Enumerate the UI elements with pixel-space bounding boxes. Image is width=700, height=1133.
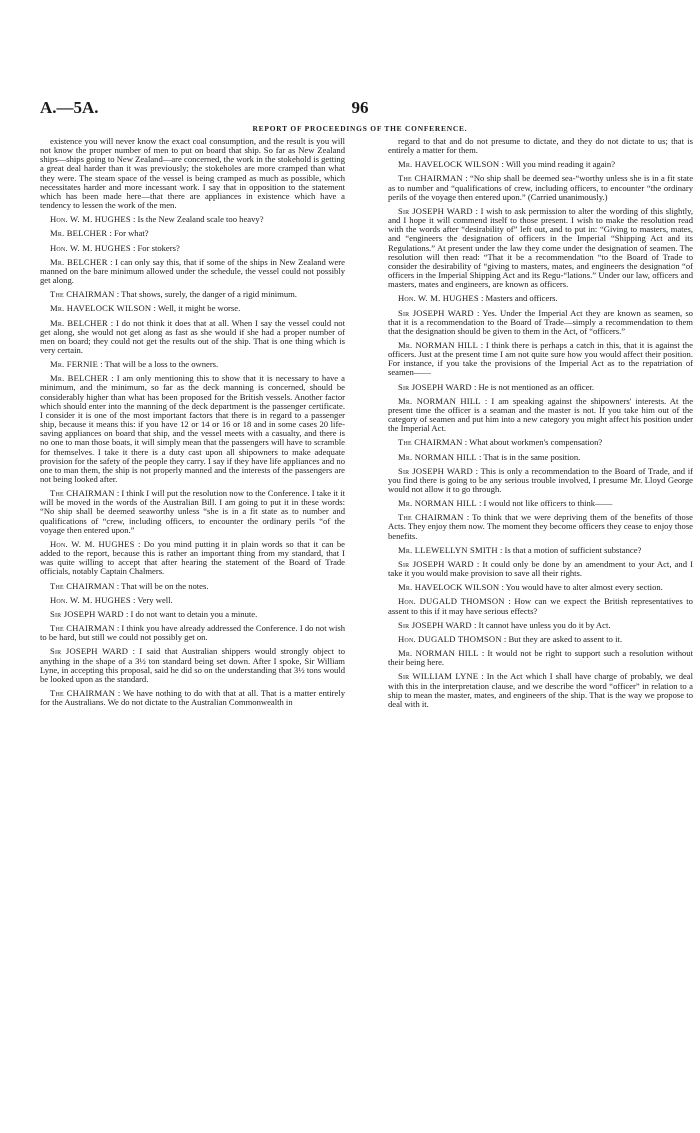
paragraph <box>388 560 693 578</box>
speaker-name: Mr. HAVELOCK WILSON <box>398 582 500 593</box>
paragraph <box>40 244 345 253</box>
paragraph-text: : For stokers? <box>132 242 180 253</box>
paragraph <box>40 290 345 299</box>
speaker-name: Mr. LLEWELLYN SMITH <box>398 544 498 555</box>
paragraph-text: : Is that a motion of sufficient substance? <box>499 544 642 555</box>
left-column <box>40 137 345 712</box>
paragraph <box>388 546 693 555</box>
speaker-name: Sir JOSEPH WARD <box>398 205 473 216</box>
speaker-name: Mr. FERNIE <box>50 359 99 370</box>
paragraph <box>388 438 693 447</box>
speaker-name: Sir JOSEPH WARD <box>398 558 474 569</box>
paragraph-text: : Will you mind reading it again? <box>501 159 616 170</box>
paragraph <box>40 304 345 313</box>
paragraph-text: : I would not like officers to think—— <box>479 498 613 509</box>
speaker-name: The CHAIRMAN <box>50 623 115 634</box>
speaker-name: Mr. NORMAN HILL <box>398 395 481 406</box>
page-number: 96 <box>351 98 369 117</box>
paragraph-text: : I am only mentioning this to show that it is necessary to have a minimum, and the minimum, so far as the deck manning is concerned, should be considerably higher than what has been proposed for the British vessels. Another factor which should enter into the manning of the deck department is the passenger certificate. I consider it is one of the most important factors that there is in regard to a passenger ship, because it means this: if you have 12 or 14 or 16 or 18 and in some cases 20 life-saving appliances on board that ship, and the vessel meets with a casualty, and there is no one to man those boats, it will simply mean that the passengers will have to scramble for themselves. I take it there is a duty cast upon all shipowners to make adequate provision for the safety of the people they carry. I say if they have life appliances and no one to man them, the ship is not properly manned and the interests of the passengers are not being looked after. <box>40 373 345 484</box>
paragraph <box>388 621 693 630</box>
paragraph-text: : He is not mentioned as an officer. <box>473 381 595 392</box>
paragraph <box>40 582 345 591</box>
paragraph-text: : For what? <box>109 228 149 239</box>
paragraph-text: : I said that Australian shippers would strongly object to anything in the shape of a 3½ ton standard being set down. After I spoke, Sir William Lyne, in accepting this proposal, said he did so on the understanding that 3½ tons would be looked upon as the standard. <box>40 646 345 684</box>
paragraph-text: : I think you have already addressed the Conference. I do not wish to be hard, but still we could not possibly get on. <box>40 623 346 643</box>
paragraph <box>40 258 345 285</box>
paragraph <box>40 540 345 577</box>
paragraph-text: : That is in the same position. <box>479 451 581 462</box>
paragraph <box>40 647 345 684</box>
paragraph <box>388 383 693 392</box>
paragraph-text: : That will be on the notes. <box>116 580 209 591</box>
speaker-name: Hon. DUGALD THOMSON <box>398 633 502 644</box>
paragraph-text: : How can we expect the British representatives to assent to this if it may have serious effects? <box>388 596 693 616</box>
speaker-name: Mr. BELCHER <box>50 317 108 328</box>
running-title: REPORT OF PROCEEDINGS OF THE CONFERENCE. <box>252 124 468 133</box>
paragraph-text: : I think I will put the resolution now to the Conference. I take it it will be moved in the words of the Australian Bill. I am going to put it in these words: “No ship shall be deemed seaworthy unless “she is in a fit state as to number and qualifications of “crew, including officers, to encounter the ordinary perils “of the voyage then entered upon.” <box>40 488 345 535</box>
paragraph-text: : I can only say this, that if some of the ships in New Zealand were manned on the bare minimum allowed under the schedule, the vessel could not possibly get along. <box>40 256 345 286</box>
paragraph-text: : To think that we were depriving them of the benefits of those Acts. They enjoy them now. The moment they become officers they cease to enjoy those benefits. <box>388 512 693 541</box>
paragraph <box>40 360 345 369</box>
speaker-name: Hon. W. M. HUGHES <box>398 293 479 304</box>
paragraph <box>388 207 693 289</box>
speaker-name: Mr. NORMAN HILL <box>398 498 477 509</box>
paragraph-text: : It would not be right to support such a resolution without their being here. <box>388 648 693 668</box>
paragraph-text: : I am speaking against the shipowners' interests. At the present time the officer is a seaman and the master is not. If you take him out of the category of seamen and put him into a new category you might affect his position under the Imperial Act. <box>388 395 694 434</box>
paragraph <box>40 137 345 210</box>
speaker-name: Mr. BELCHER <box>50 373 109 384</box>
speaker-name: Mr. BELCHER <box>50 256 108 267</box>
paragraph <box>40 689 345 707</box>
paragraph-text: : Do you mind putting it in plain words so that it can be added to the report, because this is rather an important thing from my standard, that I was quite willing to accept that after hearing the statement of the Board of Trade officials, notably Captain Chalmers. <box>40 538 346 577</box>
paragraph <box>388 294 693 303</box>
paragraph <box>40 596 345 605</box>
speaker-name: Sir JOSEPH WARD <box>398 619 472 630</box>
paragraph-text: : It could only be done by an amendment to your Act, and I take it you would make provision to save all their rights. <box>388 558 694 579</box>
paragraph <box>388 397 693 434</box>
paragraph <box>388 672 693 709</box>
paragraph <box>388 649 693 667</box>
paragraph <box>40 215 345 224</box>
speaker-name: Sir JOSEPH WARD <box>398 381 472 392</box>
speaker-name: Hon. W. M. HUGHES <box>50 594 131 605</box>
speaker-name: The CHAIRMAN <box>398 437 463 448</box>
speaker-name: The CHAIRMAN <box>398 512 464 523</box>
right-column <box>388 137 693 714</box>
paragraph-text: : That will be a loss to the owners. <box>100 359 219 370</box>
speaker-name: Mr. HAVELOCK WILSON <box>50 303 152 314</box>
speaker-name: Hon. W. M. HUGHES <box>50 538 135 549</box>
paragraph-text: : I do not think it does that at all. When I say the vessel could not get along, she would not get along as fast as she would if she had a proper number of men on board; they could not get the results out of the ship. That is one thing which is very certain. <box>40 317 345 355</box>
paragraph <box>388 467 693 494</box>
paragraph <box>388 137 693 155</box>
paragraph-text: : You would have to alter almost every section. <box>501 582 663 593</box>
paragraph <box>388 597 693 615</box>
speaker-name: Mr. HAVELOCK WILSON <box>398 159 500 170</box>
paragraph <box>40 319 345 356</box>
speaker-name: Hon. W. M. HUGHES <box>50 214 131 225</box>
paragraph-text: existence you will never know the exact coal consumption, and the result is you will not know the proper number of men to put on board that ship. So far as New Zealand ships—ships going to New Zealand—are concerned, the work in the stokehold is getting a great deal harder than it was previously; the stokeholes are more cramped than what they were. The steam space of the vessel is being cramped as much as possible, which necessitates harder and more incessant work. I say that in opposition to the statement which has been made here—that there are appliances in existence which have a tendency to lessen the work of the men. <box>40 136 345 211</box>
paragraph <box>40 374 345 484</box>
paragraph <box>388 174 693 201</box>
speaker-name: Sir JOSEPH WARD <box>398 465 473 476</box>
paragraph-text: : Well, it might be worse. <box>153 303 241 314</box>
paragraph <box>388 513 693 540</box>
speaker-name: The CHAIRMAN <box>398 173 463 184</box>
paragraph <box>388 309 693 336</box>
paragraph <box>40 489 345 535</box>
paragraph <box>40 610 345 619</box>
speaker-name: Sir JOSEPH WARD <box>398 307 474 318</box>
section-code: A.—5A. <box>40 98 99 117</box>
paragraph-text: : I wish to ask permission to alter the wording of this slightly, and I hope it will commend itself to those present. I wish to make the resolution read with the words after “desirability of” left out, and to put in: “Giving to masters, mates, and “engineers the designation of officers in the Imperial “Shipping Act and its Regulations.” At present under the law they come under the designation of seamen. The resolution will then read: “That it be a recommendation “to the Board of Trade to consider the desirability of “giving to masters, mates, and engineers the designation “of officers in the Imperial Shipping Act and its Regu-“lations.” Under our law, officers and masters, mates and engineers, are known as officers. <box>388 205 693 290</box>
paragraph-text: : In the Act which I shall have charge of probably, we deal with this in the interpretation clause, and we describe the word “officer” in relation to a ship to mean the master, mates, and engineers of the ship. That is the way we propose to deal with it. <box>388 671 694 709</box>
speaker-name: Mr. BELCHER <box>50 228 108 239</box>
paragraph <box>388 160 693 169</box>
speaker-name: Mr. NORMAN HILL <box>398 648 479 659</box>
speaker-name: Hon. W. M. HUGHES <box>50 242 131 253</box>
page-header <box>40 98 680 122</box>
paragraph-text: : “No ship shall be deemed sea-“worthy unless she is in a fit state as to number and “qualifications of crew, including officers, to encounter “the ordinary perils of the voyage then entered upon.” (Carried unanimously.) <box>388 173 694 202</box>
paragraph-text: : Yes. Under the Imperial Act they are known as seamen, so that it is a recommendation to the Board of Trade—simply a recommendation to them that the designation should be given to them in the Act, of “officers.” <box>388 307 693 336</box>
paragraph-text: : Very well. <box>132 594 173 605</box>
paragraph-text: : That shows, surely, the danger of a rigid minimum. <box>116 289 297 300</box>
paragraph <box>388 499 693 508</box>
paragraph-text: : We have nothing to do with that at all. That is a matter entirely for the Australians. We do not dictate to the Australian Commonwealth in <box>40 687 345 708</box>
paragraph-text: : But they are asked to assent to it. <box>503 633 623 644</box>
paragraph <box>40 229 345 238</box>
paragraph-text: : I do not want to detain you a minute. <box>125 608 258 619</box>
paragraph <box>388 583 693 592</box>
speaker-name: The CHAIRMAN <box>50 580 115 591</box>
paragraph <box>388 635 693 644</box>
speaker-name: The CHAIRMAN <box>50 687 116 698</box>
paragraph-text: : Is the New Zealand scale too heavy? <box>132 214 264 225</box>
paragraph-text: : Masters and officers. <box>480 293 558 304</box>
paragraph-text: : What about workmen's compensation? <box>464 437 603 448</box>
paragraph-text: : It cannot have unless you do it by Act. <box>473 619 611 630</box>
speaker-name: Hon. DUGALD THOMSON <box>398 596 505 607</box>
speaker-name: The CHAIRMAN <box>50 289 115 300</box>
paragraph-text: : This is only a recommendation to the Board of Trade, and if you find there is going to be any serious trouble involved, I presume Mr. Lloyd George would not allow it to go through. <box>388 465 693 494</box>
speaker-name: The CHAIRMAN <box>50 488 115 499</box>
paragraph <box>40 624 345 642</box>
speaker-name: Sir JOSEPH WARD <box>50 646 129 657</box>
paragraph <box>388 341 693 378</box>
paragraph <box>388 453 693 462</box>
speaker-name: Sir WILLIAM LYNE <box>398 671 479 682</box>
paragraph-text: : I think there is perhaps a catch in this, that it is against the officers. Just at the present time I am not quite sure how you would affect their position. For instance, if you take the provisions of the Imperial Act as to the repatriation of seamen—— <box>388 339 693 378</box>
paragraph-text: regard to that and do not presume to dictate, and they do not dictate to us; that is entirely a matter for them. <box>388 136 693 156</box>
speaker-name: Mr. NORMAN HILL <box>398 339 479 350</box>
speaker-name: Mr. NORMAN HILL <box>398 451 477 462</box>
speaker-name: Sir JOSEPH WARD <box>50 608 124 619</box>
